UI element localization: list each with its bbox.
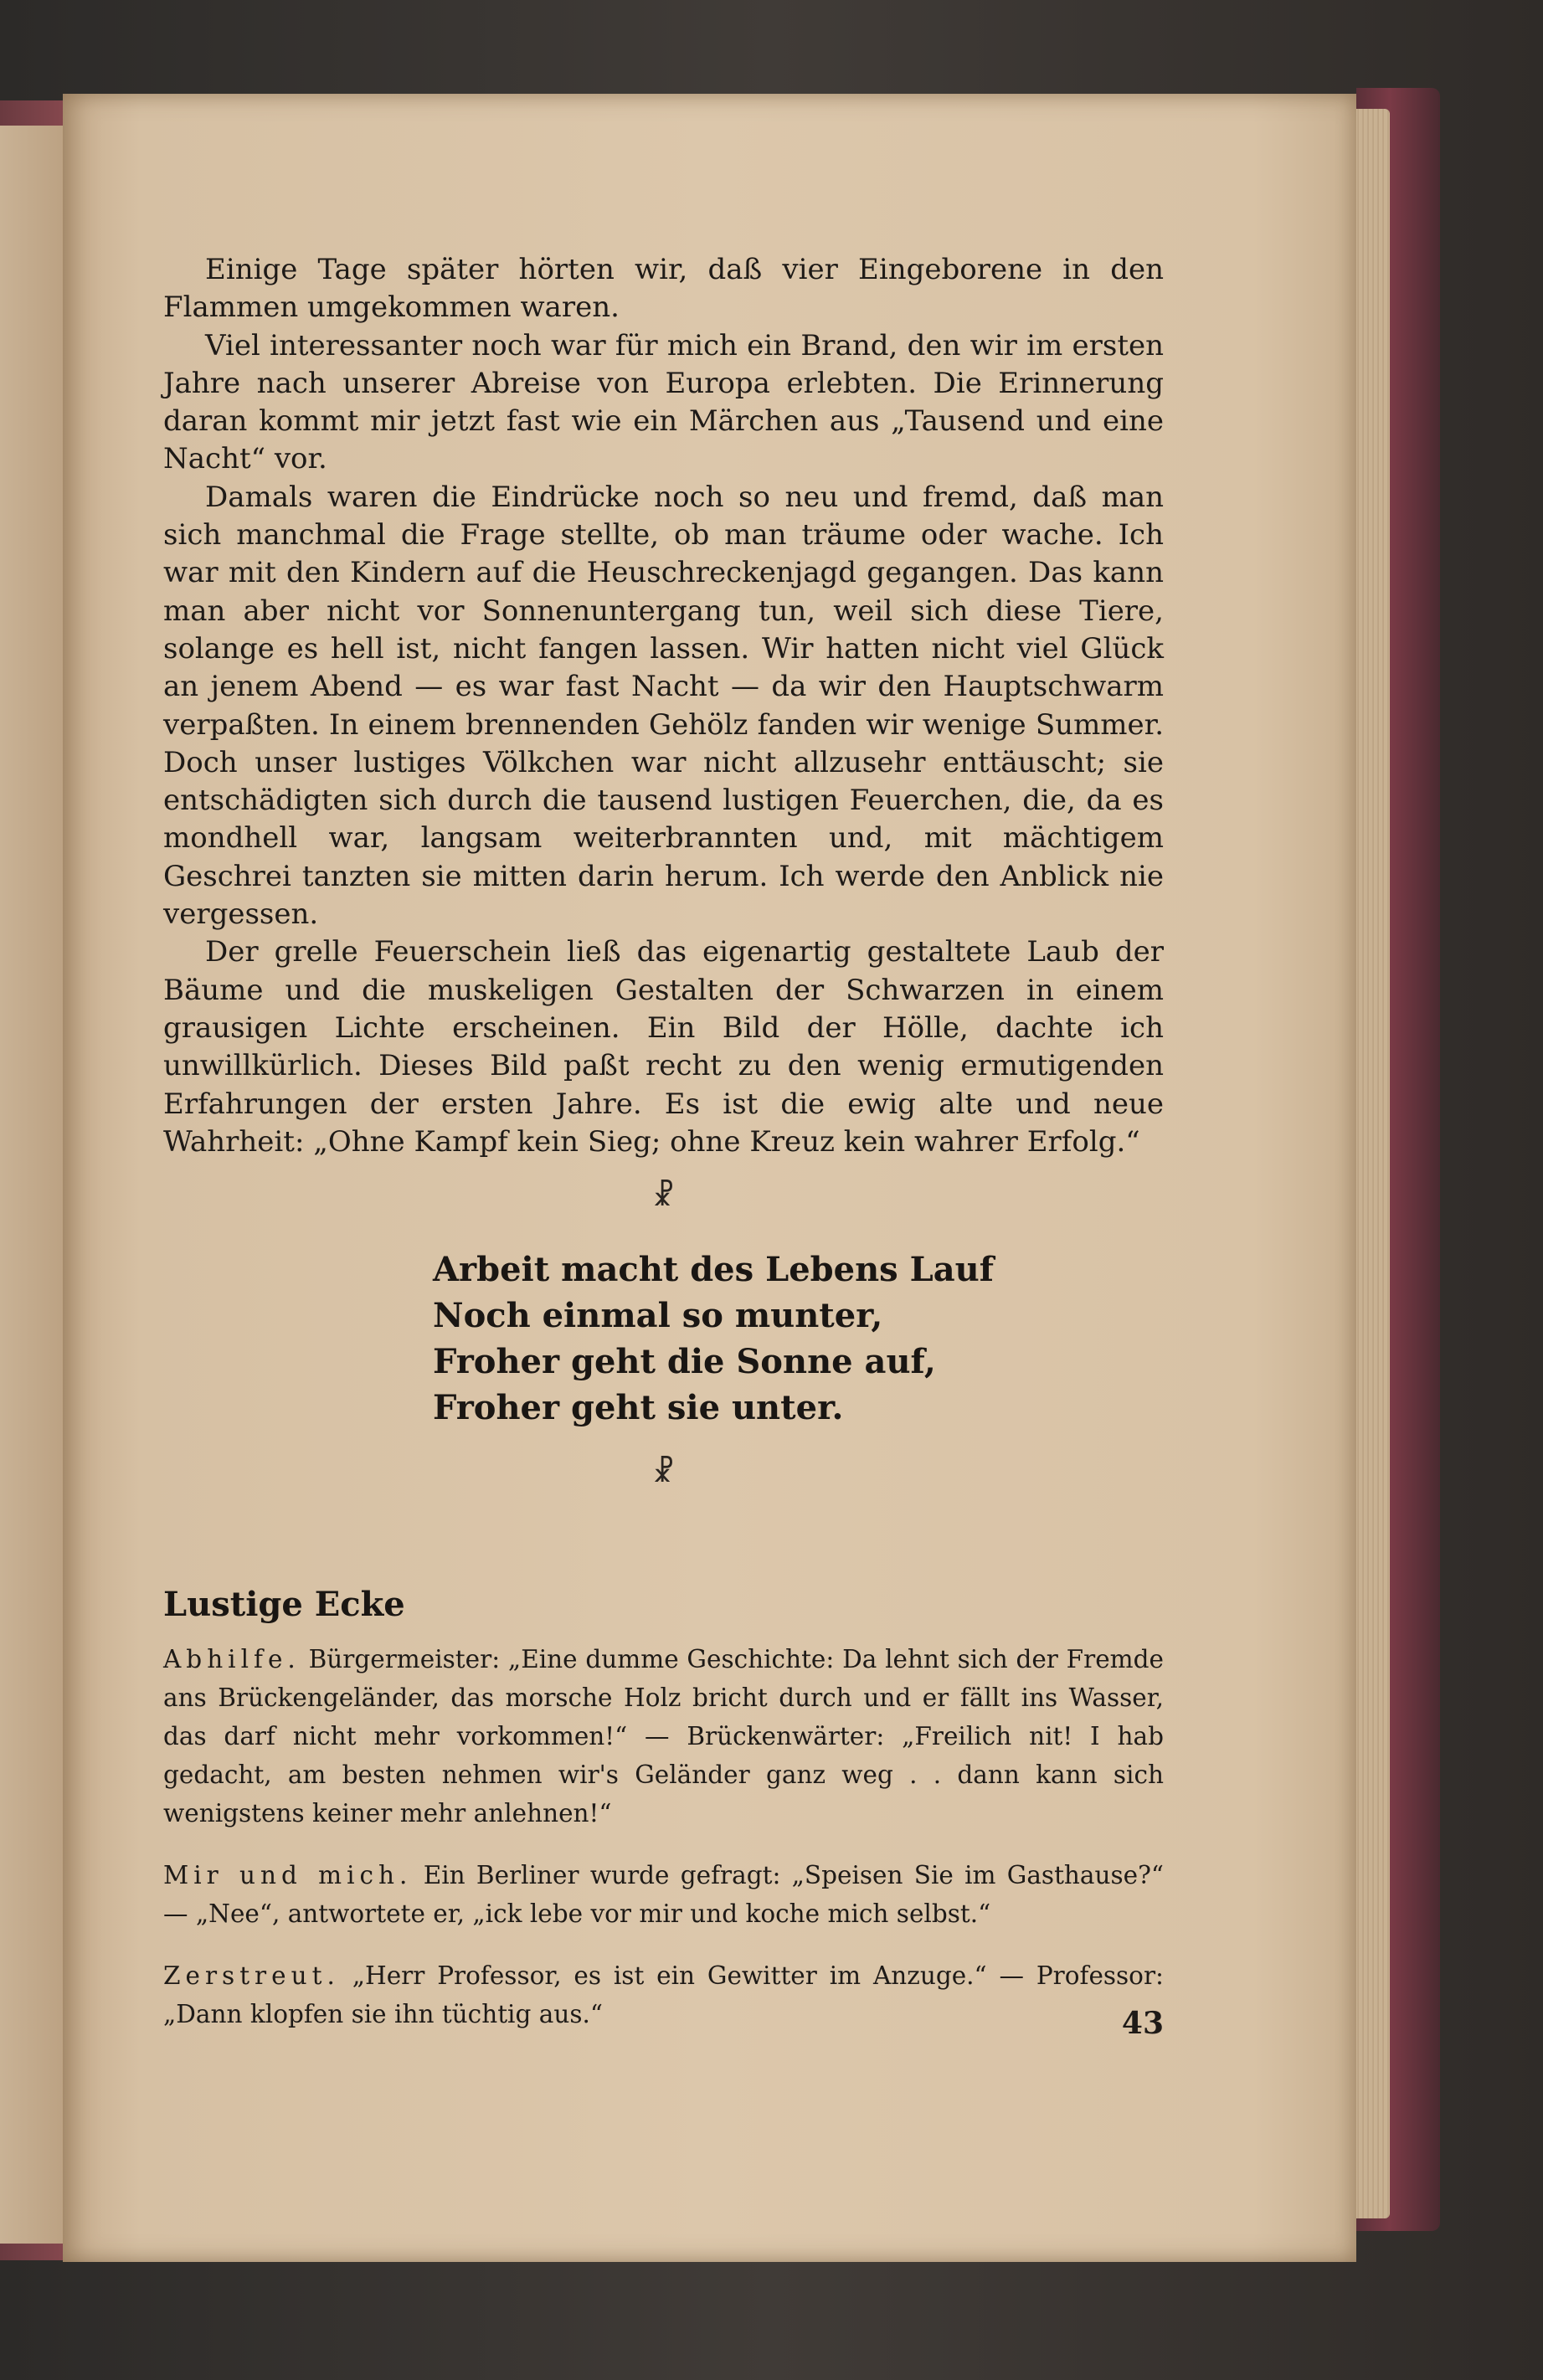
page-number: 43	[1121, 2006, 1164, 2041]
joke-title: Abhilfe.	[163, 1645, 301, 1674]
joke	[163, 1856, 1164, 1933]
poem	[433, 1247, 1164, 1431]
left-page-edge	[0, 126, 63, 2244]
joke-text: „Herr Professor, es ist ein Gewitter im Anzuge.“ — Professor: „Dann klopfen sie ihn tüchtig aus.“	[163, 1961, 1164, 2029]
section-title: Lustige Ecke	[163, 1585, 405, 1625]
poem-line: Froher geht sie unter.	[433, 1388, 844, 1428]
poem-line: Arbeit macht des Lebens Lauf	[433, 1250, 994, 1290]
chi-rho-ornament-icon: ☧	[652, 1180, 675, 1214]
paragraph: Damals waren die Eindrücke noch so neu und fremd, daß man sich manchmal die Frage stellte, ob man träume oder wache. Ich war mit den Kindern auf die Heuschreckenjagd gegangen. Das kann man aber nicht vor Sonnenuntergang tun, weil sich diese Tiere, solange es hell ist, nicht fangen lassen. Wir hatten nicht viel Glück an jenem Abend — es war fast Nacht — da wir den Hauptschwarm verpaßten. In einem brennenden Gehölz fanden wir wenige Summer. Doch unser lustiges Völkchen war nicht allzusehr enttäuscht; sie entschädigten sich durch die tausend lustigen Feuerchen, die, da es mondhell war, langsam weiterbrannten und, mit mächtigem Geschrei tanzten sie mitten darin herum. Ich werde den Anblick nie vergessen.	[163, 480, 1164, 932]
paragraph: Der grelle Feuerschein ließ das eigenartig gestaltete Laub der Bäume und die muskeligen Gestalten der Schwarzen in einem grausigen Lichte erscheinen. Ein Bild der Hölle, dachte ich unwillkürlich. Dieses Bild paßt recht zu den wenig ermutigenden Erfahrungen der ersten Jahre. Es ist die ewig alte und neue Wahrheit: „Ohne Kampf kein Sieg; ohne Kreuz kein wahrer Erfolg.“	[163, 935, 1164, 1159]
joke-title: Zerstreut.	[163, 1961, 340, 1991]
page-content	[163, 251, 1164, 2033]
joke-title: Mir und mich.	[163, 1861, 413, 1890]
paragraph: Viel interessanter noch war für mich ein Brand, den wir im ersten Jahre nach unserer Abreise von Europa erlebten. Die Erinnerung daran kommt mir jetzt fast wie ein Märchen aus „Tausend und eine Nacht“ vor.	[163, 328, 1164, 476]
poem-line: Noch einmal so munter,	[433, 1296, 883, 1336]
joke-text: Bürgermeister: „Eine dumme Geschichte: Da lehnt sich der Fremde ans Brückengeländer, das morsche Holz bricht durch und er fällt ins Wasser, das darf nicht mehr vorkommen!“ — Brückenwärter: „Freilich nit! I hab gedacht, am besten nehmen wir's Geländer ganz weg . . dann kann sich wenigstens keiner mehr anlehnen!“	[163, 1645, 1164, 1828]
paragraph: Einige Tage später hörten wir, daß vier Eingeborene in den Flammen umgekommen waren.	[163, 253, 1164, 325]
joke-text: Ein Berliner wurde gefragt: „Speisen Sie im Gasthause?“ — „Nee“, antwortete er, „ick lebe vor mir und koche mich selbst.“	[163, 1861, 1165, 1929]
joke	[163, 1956, 1164, 2033]
joke	[163, 1640, 1164, 1833]
chi-rho-ornament-icon: ☧	[652, 1456, 675, 1490]
poem-line: Froher geht die Sonne auf,	[433, 1342, 936, 1382]
